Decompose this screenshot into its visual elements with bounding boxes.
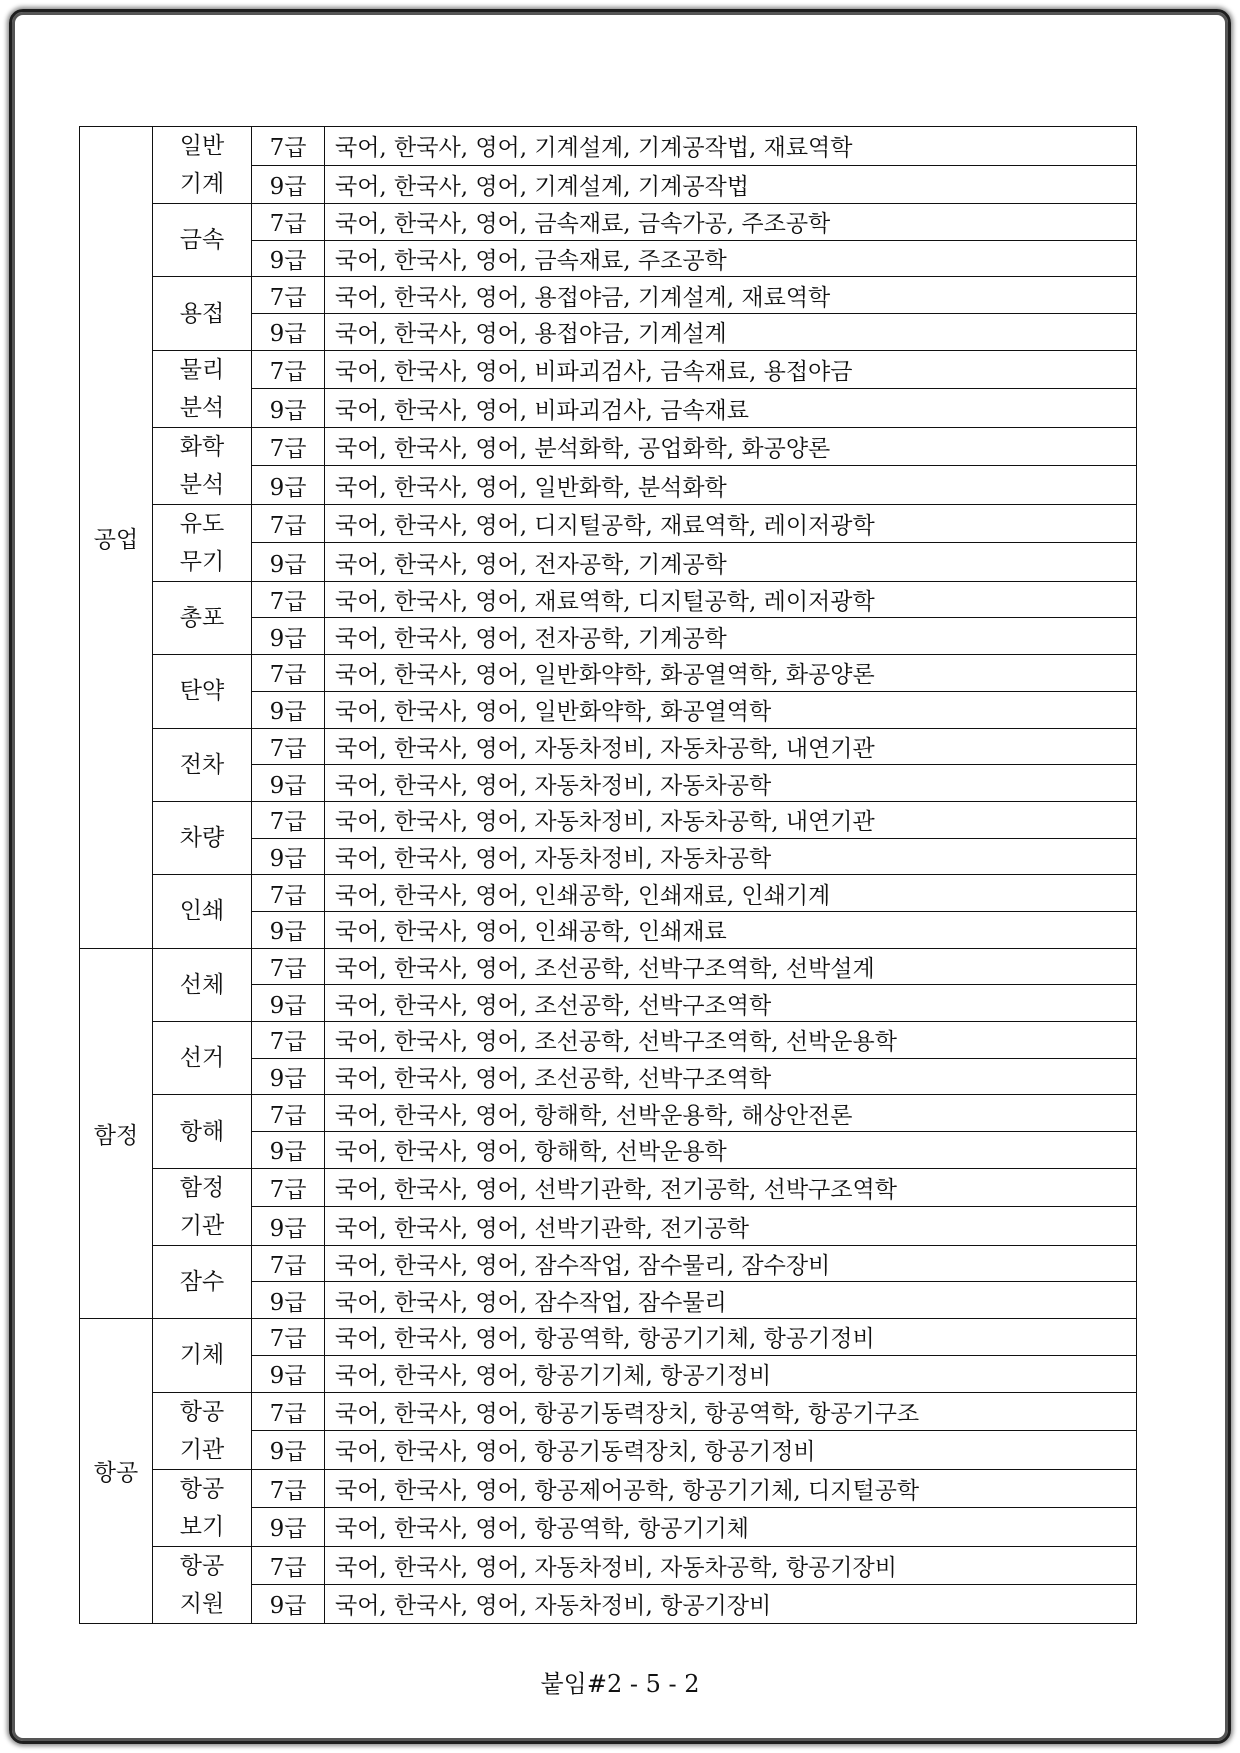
grade-cell: 7급 bbox=[252, 350, 325, 389]
grade-cell: 9급 bbox=[252, 1585, 325, 1624]
grade-cell: 7급 bbox=[252, 1245, 325, 1282]
grade-cell: 9급 bbox=[252, 165, 325, 204]
field-cell: 항공 기관 bbox=[153, 1392, 252, 1469]
grade-cell: 7급 bbox=[252, 655, 325, 692]
field-cell: 차량 bbox=[153, 801, 252, 874]
subjects-cell: 국어, 한국사, 영어, 재료역학, 디지털공학, 레이저광학 bbox=[325, 581, 1137, 618]
table-row bbox=[80, 427, 1137, 466]
grade-cell: 9급 bbox=[252, 1207, 325, 1246]
table-row bbox=[80, 1095, 1137, 1132]
subjects-cell: 국어, 한국사, 영어, 항공제어공학, 항공기기체, 디지털공학 bbox=[325, 1469, 1137, 1508]
table-row bbox=[80, 655, 1137, 692]
subjects-cell: 국어, 한국사, 영어, 금속재료, 주조공학 bbox=[325, 240, 1137, 277]
field-cell: 유도 무기 bbox=[153, 504, 252, 581]
subjects-cell: 국어, 한국사, 영어, 자동차정비, 자동차공학, 내연기관 bbox=[325, 728, 1137, 765]
subjects-cell: 국어, 한국사, 영어, 선박기관학, 전기공학 bbox=[325, 1207, 1137, 1246]
grade-cell: 7급 bbox=[252, 1168, 325, 1207]
table-row bbox=[80, 1392, 1137, 1431]
field-cell: 인쇄 bbox=[153, 875, 252, 948]
table-row bbox=[80, 728, 1137, 765]
field-cell: 함정 기관 bbox=[153, 1168, 252, 1245]
category-cell: 공업 bbox=[80, 127, 153, 949]
grade-cell: 9급 bbox=[252, 985, 325, 1022]
grade-cell: 7급 bbox=[252, 1392, 325, 1431]
table-row bbox=[80, 1469, 1137, 1508]
field-cell: 선체 bbox=[153, 948, 252, 1021]
subjects-cell: 국어, 한국사, 영어, 전자공학, 기계공학 bbox=[325, 543, 1137, 582]
field-cell: 항공 보기 bbox=[153, 1469, 252, 1546]
grade-cell: 9급 bbox=[252, 691, 325, 728]
table-row bbox=[80, 948, 1137, 985]
subjects-cell: 국어, 한국사, 영어, 조선공학, 선박구조역학, 선박운용학 bbox=[325, 1022, 1137, 1059]
subjects-cell: 국어, 한국사, 영어, 일반화학, 분석화학 bbox=[325, 466, 1137, 505]
grade-cell: 7급 bbox=[252, 1022, 325, 1059]
table-row bbox=[80, 127, 1137, 166]
grade-cell: 9급 bbox=[252, 1058, 325, 1095]
grade-cell: 9급 bbox=[252, 1508, 325, 1547]
page-footer: 붙임#2 - 5 - 2 bbox=[540, 1670, 700, 1698]
table-row bbox=[80, 1022, 1137, 1059]
grade-cell: 7급 bbox=[252, 504, 325, 543]
table-row bbox=[80, 801, 1137, 838]
subjects-cell: 국어, 한국사, 영어, 잠수작업, 잠수물리, 잠수장비 bbox=[325, 1245, 1137, 1282]
table-row bbox=[80, 581, 1137, 618]
grade-cell: 9급 bbox=[252, 1282, 325, 1319]
grade-cell: 9급 bbox=[252, 543, 325, 582]
subjects-cell: 국어, 한국사, 영어, 자동차정비, 항공기장비 bbox=[325, 1585, 1137, 1624]
category-cell: 항공 bbox=[80, 1319, 153, 1623]
grade-cell: 9급 bbox=[252, 240, 325, 277]
field-cell: 기체 bbox=[153, 1319, 252, 1392]
table-row bbox=[80, 875, 1137, 912]
field-cell: 탄약 bbox=[153, 655, 252, 728]
subjects-cell: 국어, 한국사, 영어, 항해학, 선박운용학, 해상안전론 bbox=[325, 1095, 1137, 1132]
category-cell: 함정 bbox=[80, 948, 153, 1319]
subjects-cell: 국어, 한국사, 영어, 자동차정비, 자동차공학 bbox=[325, 765, 1137, 802]
exam-subjects-table bbox=[79, 126, 1137, 1624]
grade-cell: 7급 bbox=[252, 427, 325, 466]
subjects-cell: 국어, 한국사, 영어, 항공역학, 항공기기체 bbox=[325, 1508, 1137, 1547]
subjects-cell: 국어, 한국사, 영어, 조선공학, 선박구조역학 bbox=[325, 985, 1137, 1022]
subjects-cell: 국어, 한국사, 영어, 비파괴검사, 금속재료 bbox=[325, 389, 1137, 428]
subjects-cell: 국어, 한국사, 영어, 용접야금, 기계설계 bbox=[325, 314, 1137, 351]
subjects-cell: 국어, 한국사, 영어, 비파괴검사, 금속재료, 용접야금 bbox=[325, 350, 1137, 389]
field-cell: 물리 분석 bbox=[153, 350, 252, 427]
field-cell: 총포 bbox=[153, 581, 252, 654]
subjects-cell: 국어, 한국사, 영어, 기계설계, 기계공작법 bbox=[325, 165, 1137, 204]
table-row bbox=[80, 1245, 1137, 1282]
field-cell: 전차 bbox=[153, 728, 252, 801]
table-row bbox=[80, 504, 1137, 543]
subjects-cell: 국어, 한국사, 영어, 항해학, 선박운용학 bbox=[325, 1132, 1137, 1169]
grade-cell: 9급 bbox=[252, 389, 325, 428]
field-cell: 항공 지원 bbox=[153, 1546, 252, 1623]
table-body bbox=[80, 127, 1137, 1624]
subjects-cell: 국어, 한국사, 영어, 분석화학, 공업화학, 화공양론 bbox=[325, 427, 1137, 466]
table-row bbox=[80, 1546, 1137, 1585]
grade-cell: 9급 bbox=[252, 1431, 325, 1470]
subjects-cell: 국어, 한국사, 영어, 잠수작업, 잠수물리 bbox=[325, 1282, 1137, 1319]
field-cell: 화학 분석 bbox=[153, 427, 252, 504]
grade-cell: 7급 bbox=[252, 1469, 325, 1508]
subjects-cell: 국어, 한국사, 영어, 일반화약학, 화공열역학 bbox=[325, 691, 1137, 728]
grade-cell: 7급 bbox=[252, 1095, 325, 1132]
grade-cell: 9급 bbox=[252, 838, 325, 875]
field-cell: 금속 bbox=[153, 204, 252, 277]
subjects-cell: 국어, 한국사, 영어, 조선공학, 선박구조역학 bbox=[325, 1058, 1137, 1095]
subjects-cell: 국어, 한국사, 영어, 금속재료, 금속가공, 주조공학 bbox=[325, 204, 1137, 241]
grade-cell: 9급 bbox=[252, 911, 325, 948]
grade-cell: 9급 bbox=[252, 1132, 325, 1169]
grade-cell: 7급 bbox=[252, 801, 325, 838]
field-cell: 용접 bbox=[153, 277, 252, 350]
grade-cell: 7급 bbox=[252, 1546, 325, 1585]
field-cell: 잠수 bbox=[153, 1245, 252, 1318]
subjects-cell: 국어, 한국사, 영어, 항공역학, 항공기기체, 항공기정비 bbox=[325, 1319, 1137, 1356]
subjects-cell: 국어, 한국사, 영어, 자동차정비, 자동차공학, 내연기관 bbox=[325, 801, 1137, 838]
grade-cell: 9급 bbox=[252, 1355, 325, 1392]
table-row bbox=[80, 1319, 1137, 1356]
grade-cell: 7급 bbox=[252, 581, 325, 618]
grade-cell: 7급 bbox=[252, 277, 325, 314]
subjects-cell: 국어, 한국사, 영어, 자동차정비, 자동차공학, 항공기장비 bbox=[325, 1546, 1137, 1585]
field-cell: 항해 bbox=[153, 1095, 252, 1168]
grade-cell: 7급 bbox=[252, 127, 325, 166]
subjects-cell: 국어, 한국사, 영어, 기계설계, 기계공작법, 재료역학 bbox=[325, 127, 1137, 166]
subjects-cell: 국어, 한국사, 영어, 항공기동력장치, 항공역학, 항공기구조 bbox=[325, 1392, 1137, 1431]
subjects-cell: 국어, 한국사, 영어, 용접야금, 기계설계, 재료역학 bbox=[325, 277, 1137, 314]
subjects-cell: 국어, 한국사, 영어, 자동차정비, 자동차공학 bbox=[325, 838, 1137, 875]
grade-cell: 7급 bbox=[252, 875, 325, 912]
field-cell: 선거 bbox=[153, 1022, 252, 1095]
grade-cell: 9급 bbox=[252, 466, 325, 505]
grade-cell: 9급 bbox=[252, 618, 325, 655]
subjects-cell: 국어, 한국사, 영어, 인쇄공학, 인쇄재료 bbox=[325, 911, 1137, 948]
subjects-cell: 국어, 한국사, 영어, 일반화약학, 화공열역학, 화공양론 bbox=[325, 655, 1137, 692]
grade-cell: 7급 bbox=[252, 204, 325, 241]
table-row bbox=[80, 1168, 1137, 1207]
grade-cell: 9급 bbox=[252, 765, 325, 802]
subjects-cell: 국어, 한국사, 영어, 디지털공학, 재료역학, 레이저광학 bbox=[325, 504, 1137, 543]
table-row bbox=[80, 350, 1137, 389]
table-row bbox=[80, 277, 1137, 314]
grade-cell: 7급 bbox=[252, 948, 325, 985]
subjects-cell: 국어, 한국사, 영어, 항공기동력장치, 항공기정비 bbox=[325, 1431, 1137, 1470]
subjects-cell: 국어, 한국사, 영어, 항공기기체, 항공기정비 bbox=[325, 1355, 1137, 1392]
grade-cell: 7급 bbox=[252, 1319, 325, 1356]
subjects-cell: 국어, 한국사, 영어, 조선공학, 선박구조역학, 선박설계 bbox=[325, 948, 1137, 985]
table-row bbox=[80, 204, 1137, 241]
grade-cell: 9급 bbox=[252, 314, 325, 351]
subjects-cell: 국어, 한국사, 영어, 선박기관학, 전기공학, 선박구조역학 bbox=[325, 1168, 1137, 1207]
subjects-cell: 국어, 한국사, 영어, 인쇄공학, 인쇄재료, 인쇄기계 bbox=[325, 875, 1137, 912]
grade-cell: 7급 bbox=[252, 728, 325, 765]
field-cell: 일반 기계 bbox=[153, 127, 252, 204]
subjects-cell: 국어, 한국사, 영어, 전자공학, 기계공학 bbox=[325, 618, 1137, 655]
